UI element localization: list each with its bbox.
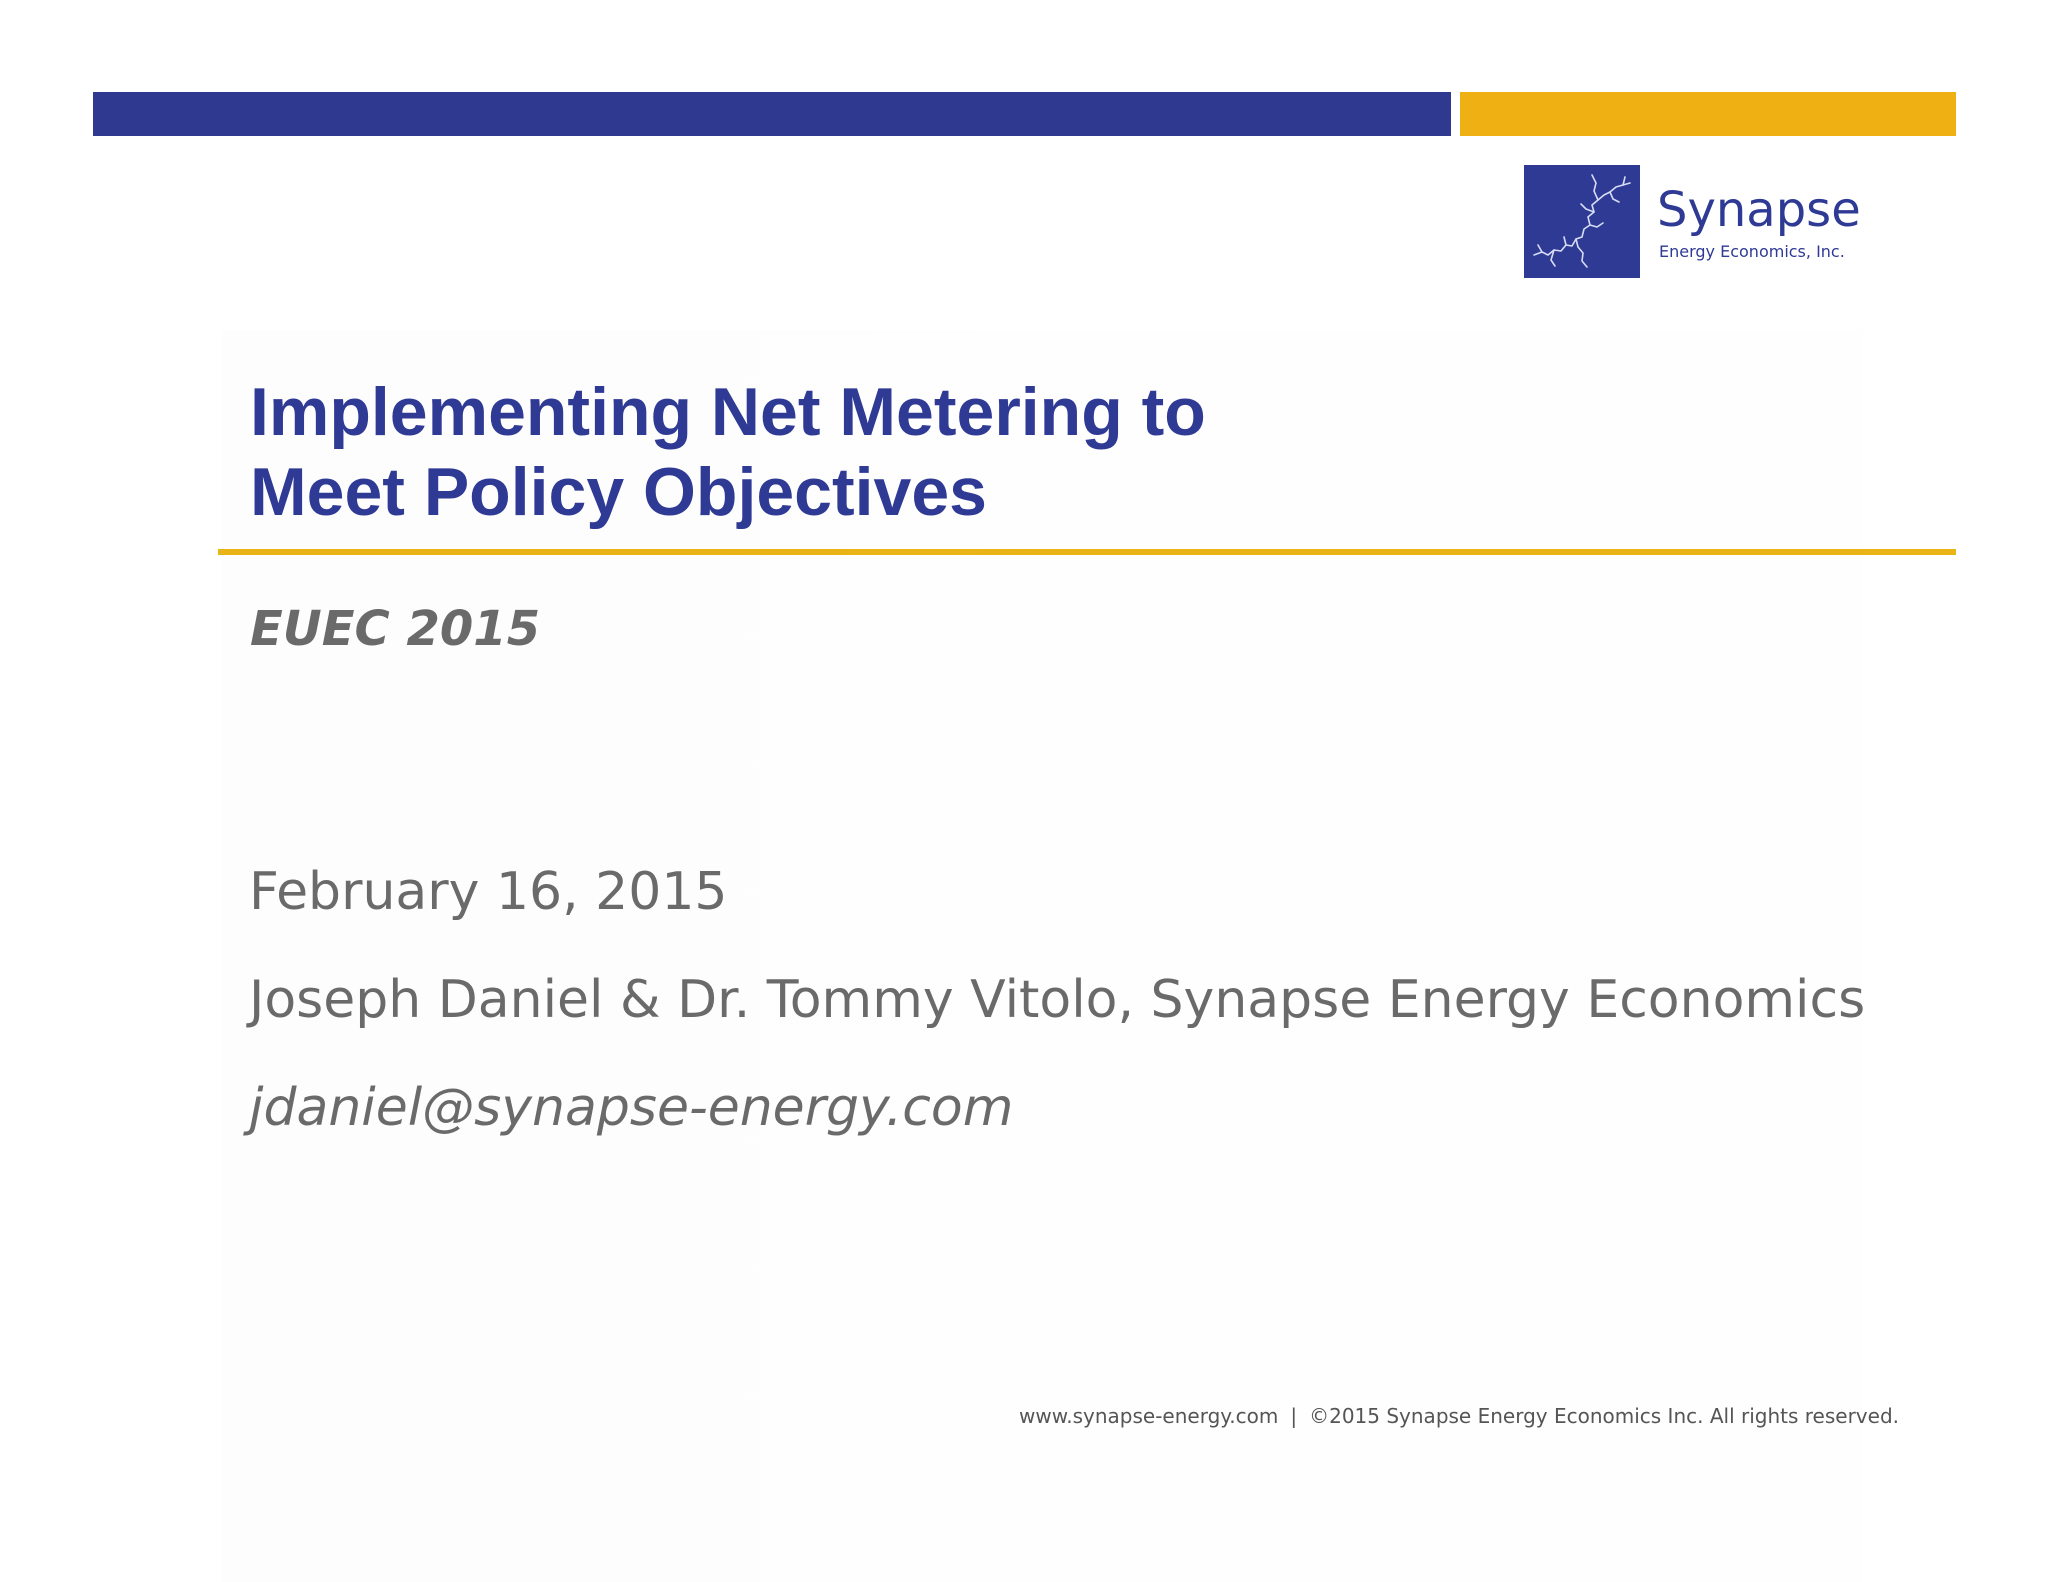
header-bar-gold (1460, 92, 1956, 136)
authors: Joseph Daniel & Dr. Tommy Vitolo, Synapse Energy Economics (249, 970, 1866, 1030)
presentation-date: February 16, 2015 (249, 862, 728, 922)
header-bar-blue (93, 92, 1451, 136)
logo-subtitle: Energy Economics, Inc. (1659, 242, 1845, 261)
title-line-1: Implementing Net Metering to (250, 374, 1206, 450)
neural-branch-icon-graphic (1524, 165, 1640, 278)
event-name: EUEC 2015 (250, 601, 541, 657)
logo-name: Synapse (1657, 182, 1861, 238)
neural-branch-icon (1524, 165, 1640, 278)
footer-website: www.synapse-energy.com (1019, 1404, 1279, 1428)
title-line-2: Meet Policy Objectives (250, 454, 987, 530)
footer-copyright: ©2015 Synapse Energy Economics Inc. All rights reserved. (1309, 1404, 1899, 1428)
slide-title (250, 372, 1206, 532)
footer-separator: | (1290, 1404, 1298, 1428)
title-divider (218, 549, 1956, 555)
footer (1019, 1406, 1899, 1426)
contact-email: jdaniel@synapse-energy.com (249, 1078, 1014, 1138)
